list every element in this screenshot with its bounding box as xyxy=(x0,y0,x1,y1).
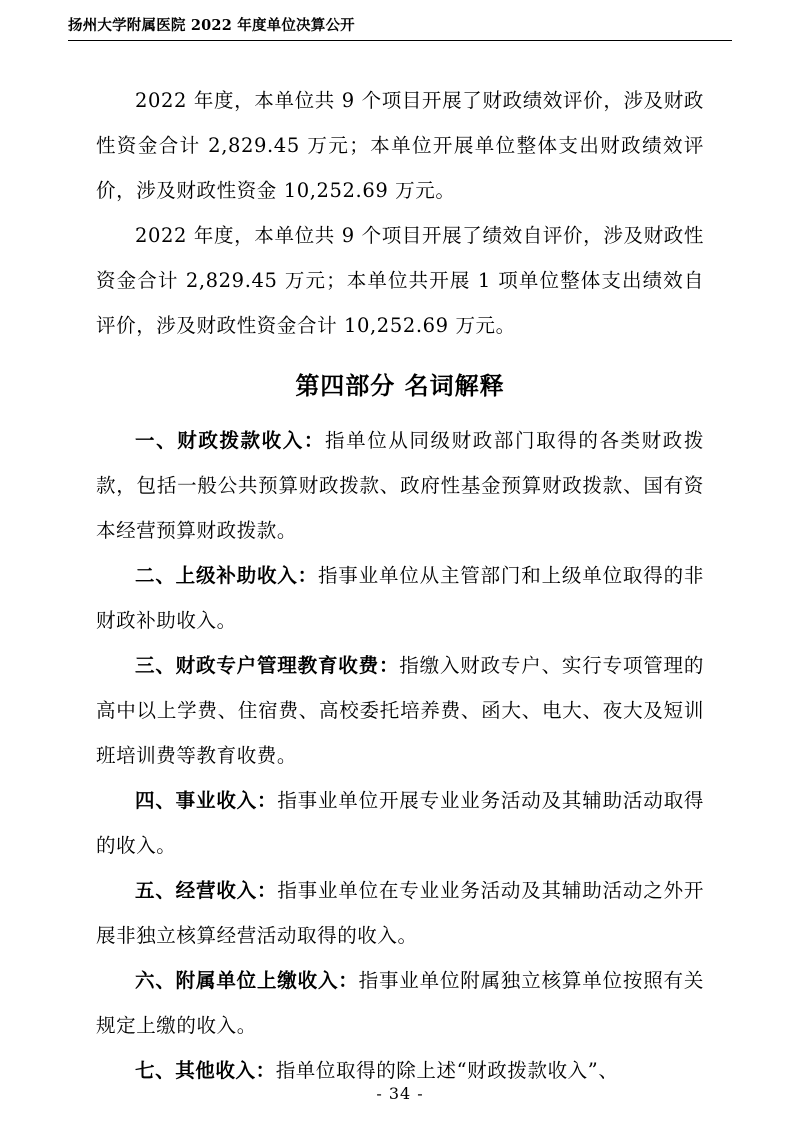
term-item-1 xyxy=(96,418,704,553)
term-definition-7: 指单位取得的除上述“财政拨款收入”、 xyxy=(275,1059,619,1082)
term-label-6: 六、附属单位上缴收入： xyxy=(135,969,359,992)
term-definition-6: 指事业单位附属独立核算单位按照有关规定上缴的收入。 xyxy=(96,969,704,1037)
header-divider xyxy=(68,40,732,41)
term-label-2: 二、上级补助收入： xyxy=(135,564,318,587)
paragraph-1: 2022 年度，本单位共 9 个项目开展了财政绩效评价，涉及财政性资金合计 2,829.45 万元；本单位开展单位整体支出财政绩效评价，涉及财政性资金 10,252.69 万元。 xyxy=(96,89,704,202)
term-item-6 xyxy=(96,958,704,1048)
term-label-3: 三、财政专户管理教育收费： xyxy=(135,654,400,677)
term-label-5: 五、经营收入： xyxy=(135,879,278,902)
section-title: 第四部分 名词解释 xyxy=(295,371,505,400)
paragraph-2: 2022 年度，本单位共 9 个项目开展了绩效自评价，涉及财政性资金合计 2,829.45 万元；本单位共开展 1 项单位整体支出绩效自评价，涉及财政性资金合计 10,252.69 万元。 xyxy=(96,224,704,337)
term-item-3 xyxy=(96,643,704,778)
term-definition-1: 指单位从同级财政部门取得的各类财政拨款，包括一般公共预算财政拨款、政府性基金预算财政拨款、国有资本经营预算财政拨款。 xyxy=(96,429,704,542)
page-content xyxy=(96,78,704,1093)
term-definition-2: 指事业单位从主管部门和上级单位取得的非财政补助收入。 xyxy=(96,564,704,632)
term-label-7: 七、其他收入： xyxy=(135,1059,276,1082)
term-definition-3: 指缴入财政专户、实行专项管理的高中以上学费、住宿费、高校委托培养费、函大、电大、夜大及短训班培训费等教育收费。 xyxy=(96,654,704,767)
term-label-4: 四、事业收入： xyxy=(135,789,278,812)
term-item-5 xyxy=(96,868,704,958)
term-definition-5: 指事业单位在专业业务活动及其辅助活动之外开展非独立核算经营活动取得的收入。 xyxy=(96,879,704,947)
term-definition-4: 指事业单位开展专业业务活动及其辅助活动取得的收入。 xyxy=(96,789,704,857)
term-item-2 xyxy=(96,553,704,643)
page-header: 扬州大学附属医院 2022 年度单位决算公开 xyxy=(68,17,355,34)
page-number: - 34 - xyxy=(376,1084,424,1103)
term-label-1: 一、财政拨款收入： xyxy=(135,429,325,452)
term-item-4 xyxy=(96,778,704,868)
